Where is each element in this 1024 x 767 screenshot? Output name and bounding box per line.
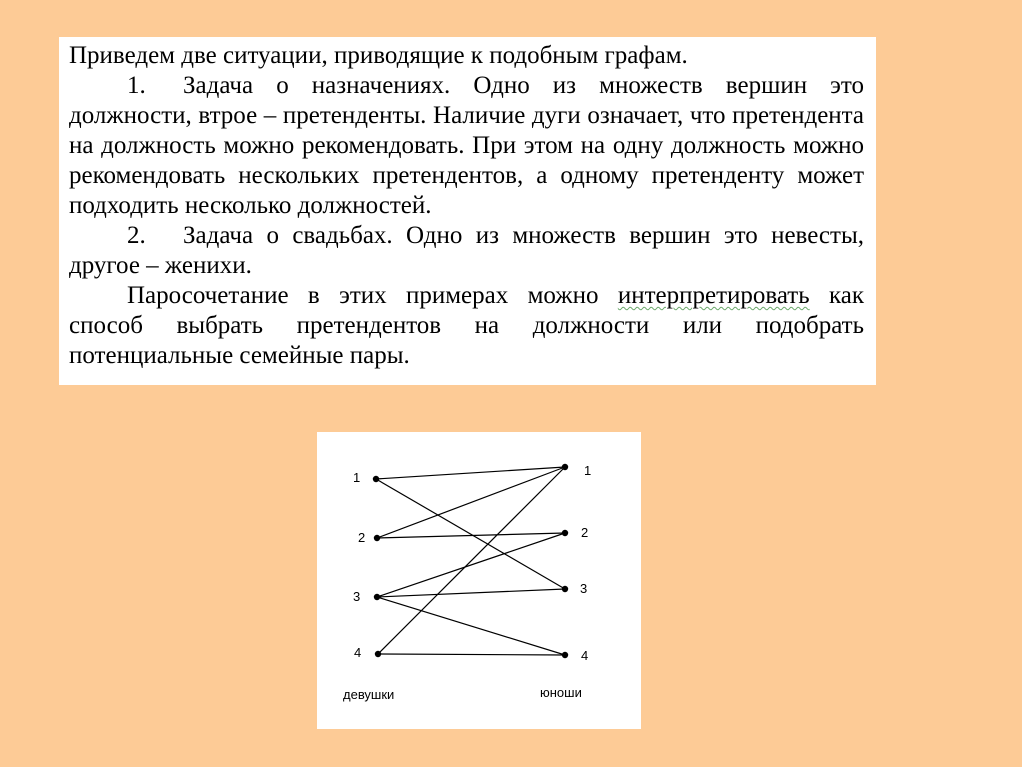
- item-2-text: Задача о свадьбах. Одно из множеств вершин это невесты, другое – женихи.: [69, 222, 864, 279]
- item-1-paragraph: [69, 71, 864, 221]
- left-node-4: [375, 651, 381, 657]
- item-1-number: 1.: [127, 72, 146, 99]
- right-node-4: [562, 652, 568, 658]
- left-node-3: [374, 594, 380, 600]
- left-node-label-1: 1: [353, 470, 361, 485]
- spellcheck-word: интерпретировать: [617, 282, 810, 309]
- right-node-label-1: 1: [584, 463, 592, 478]
- left-node-label-2: 2: [358, 530, 366, 545]
- left-node-label-3: 3: [353, 589, 361, 604]
- left-group-label: девушки: [343, 687, 395, 702]
- item-2-number: 2.: [127, 222, 146, 249]
- bipartite-graph-figure: [317, 432, 641, 729]
- right-group-label: юноши: [540, 685, 582, 700]
- right-node-label-3: 3: [580, 581, 588, 596]
- item-1-text: Задача о назначениях. Одно из множеств вершин это должности, втрое – претенденты. Наличие дуги означает, что претендента на должность можно рекомендовать. При этом на одну должность можно рекомендовать нескольких претендентов, а одному претенденту может подходить несколько должностей.: [69, 72, 864, 219]
- conclusion-text-start: Паросочетание в этих примерах можно: [127, 282, 599, 309]
- left-node-2: [374, 535, 380, 541]
- bipartite-graph: [317, 432, 641, 729]
- conclusion-paragraph: [69, 281, 864, 371]
- left-node-label-4: 4: [354, 645, 362, 660]
- right-node-2: [562, 530, 568, 536]
- text-block: [59, 37, 876, 385]
- right-node-1: [562, 464, 568, 470]
- left-node-1: [373, 476, 379, 482]
- intro-paragraph: Приведем две ситуации, приводящие к подобным графам.: [69, 42, 688, 69]
- right-node-label-2: 2: [581, 525, 589, 540]
- edge-3-3: [377, 589, 565, 597]
- item-2-paragraph: [69, 221, 864, 281]
- conclusion-text-end: как способ выбрать претендентов на должности или подобрать потенциальные семейные пары.: [69, 282, 865, 369]
- edge-3-2: [377, 533, 565, 597]
- right-node-3: [562, 586, 568, 592]
- right-node-label-4: 4: [581, 648, 589, 663]
- edge-4-4: [378, 654, 565, 655]
